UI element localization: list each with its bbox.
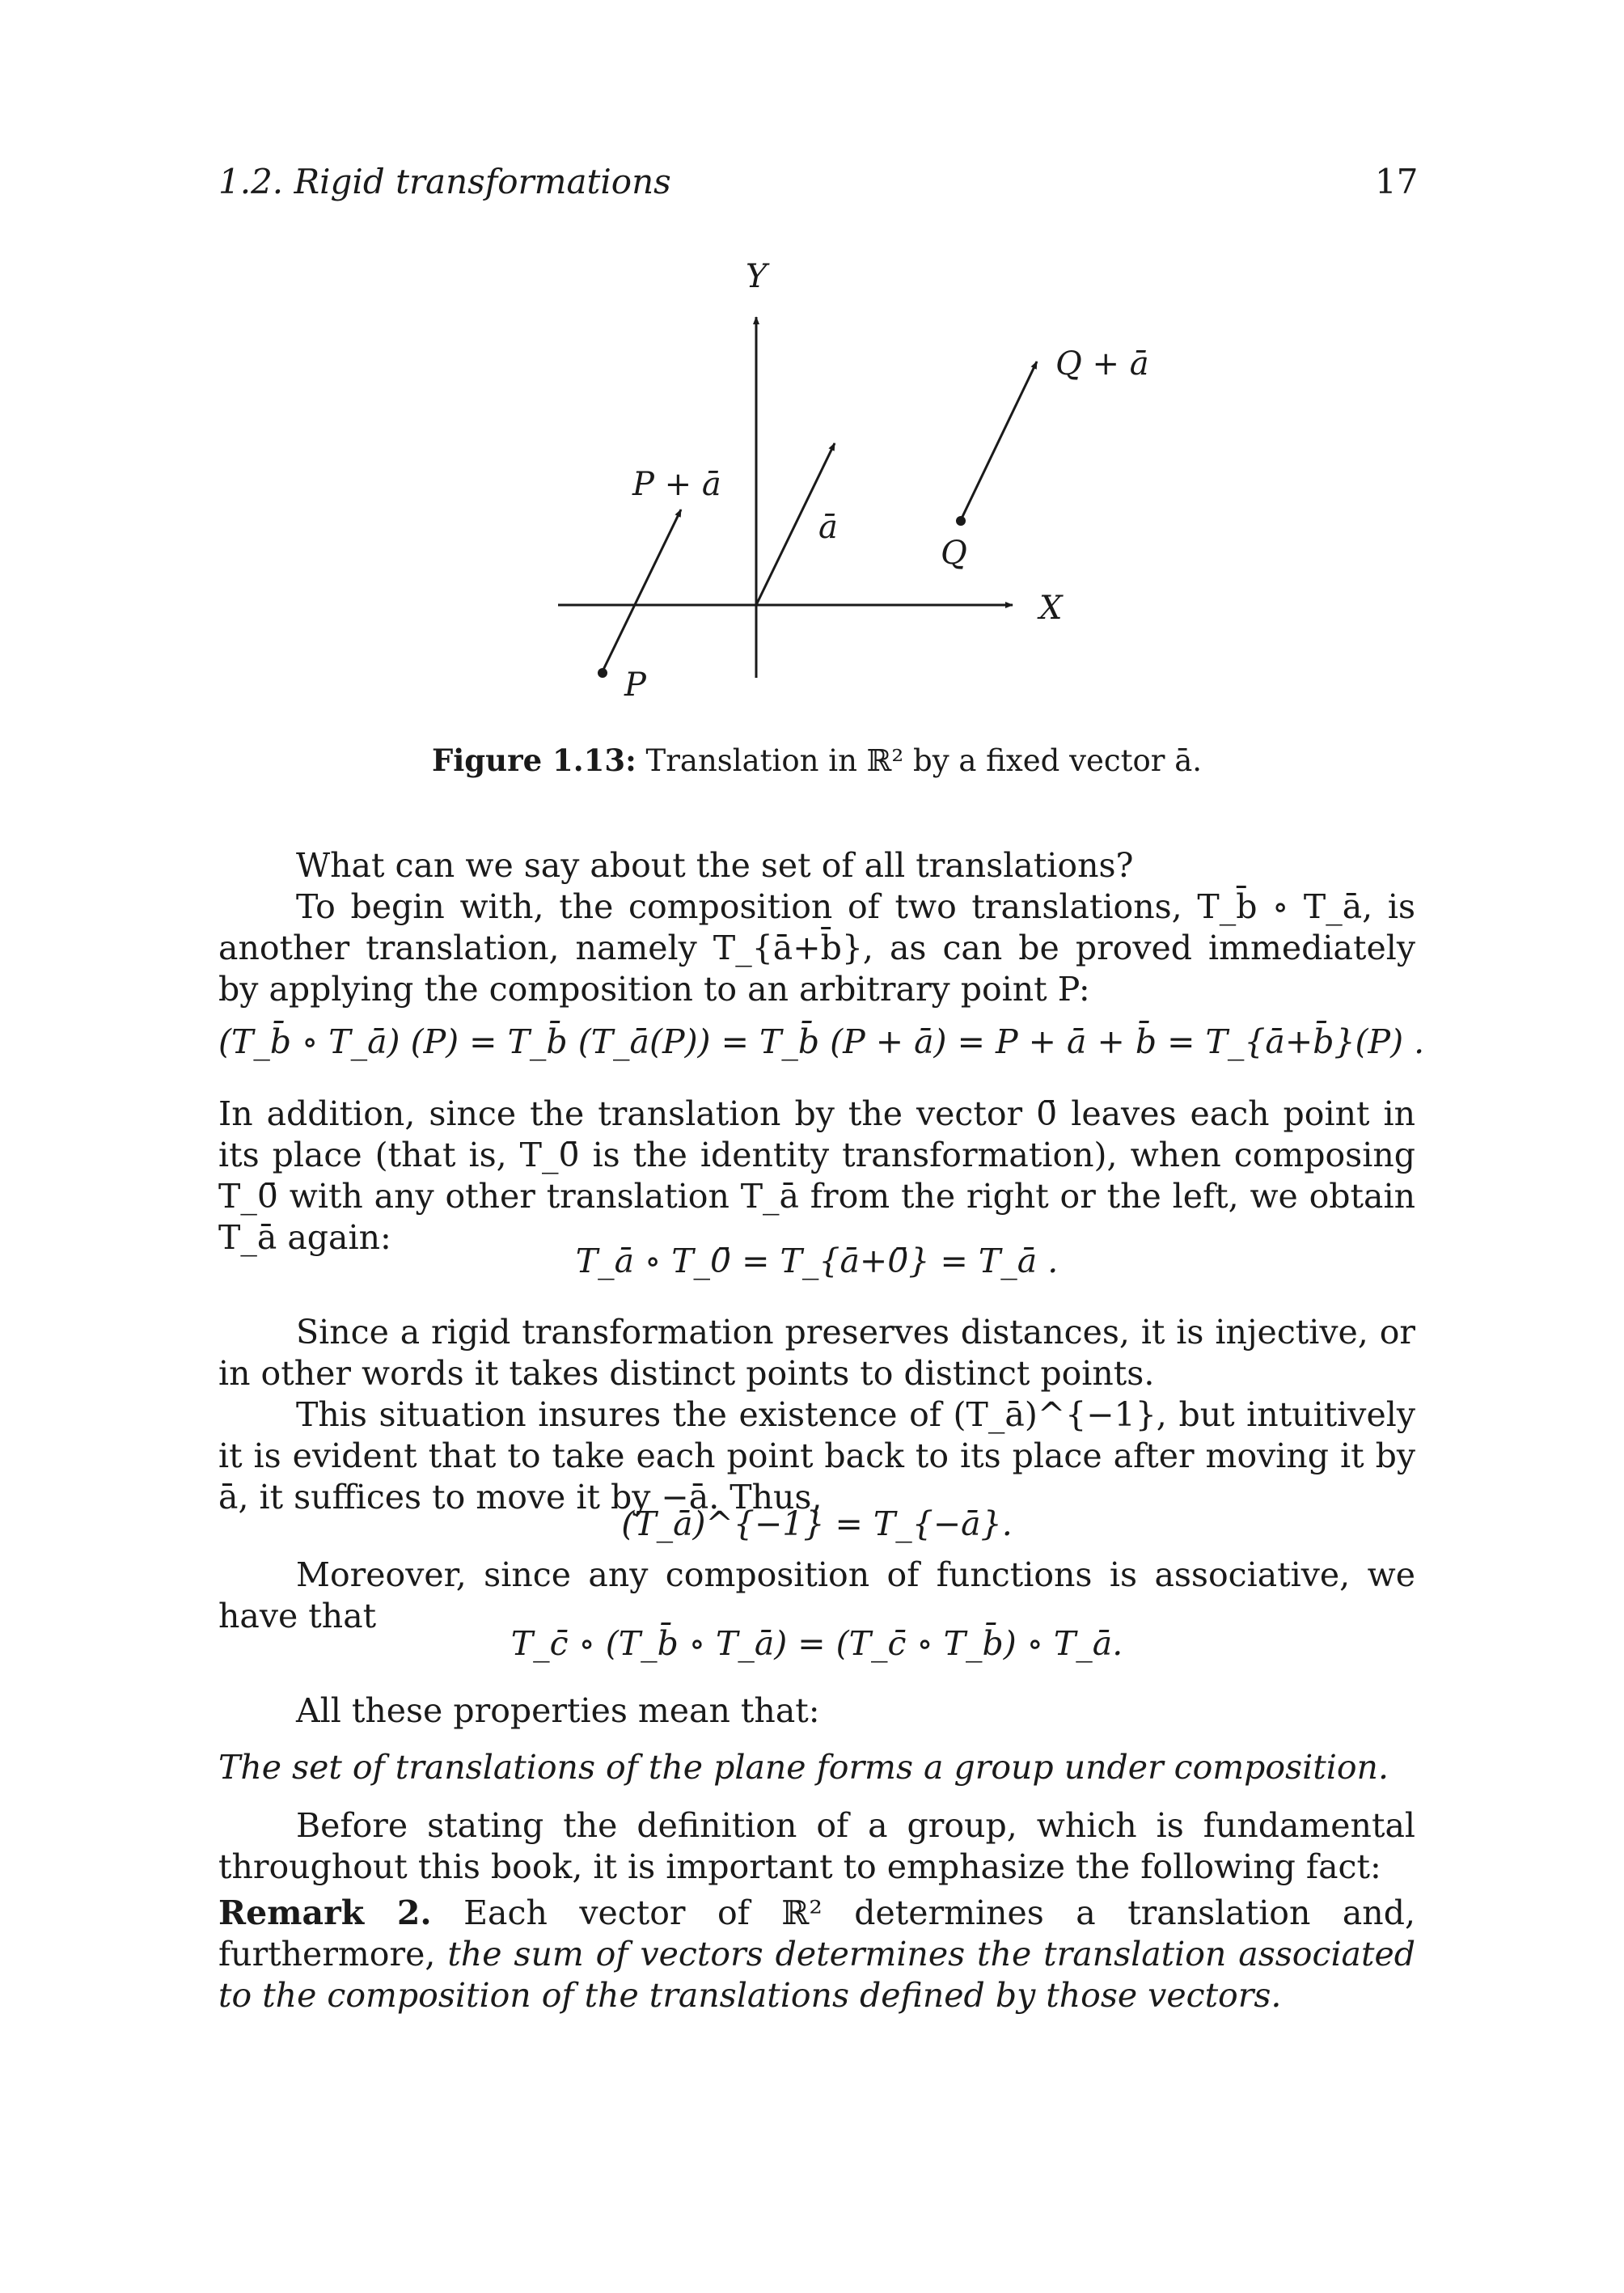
equation-1: (T_b̄ ∘ T_ā) (P) = T_b̄ (T_ā(P)) = T_b̄ (P + ā) = P + ā + b̄ = T_{ā+b̄}(P) . [218, 1022, 1425, 1061]
point-q-dot [956, 516, 966, 526]
page-number: 17 [1375, 162, 1419, 201]
vector-q-arrow [961, 362, 1037, 520]
y-axis-label: Y [746, 258, 768, 295]
paragraph-5: This situation insures the existence of (T_ā)^{−1}, but intuitively it is evident that to take each point back to its place after moving it by ā, it suffices to move it by −ā. Thus, [218, 1395, 1415, 1517]
running-title: 1.2. Rigid transformations [218, 162, 671, 201]
p-plus-a-label: P + ā [632, 466, 721, 503]
group-statement: The set of translations of the plane forms a group under composition. [218, 1748, 1389, 1787]
paragraph-6: Moreover, since any composition of functions is associative, we have that [218, 1555, 1415, 1635]
point-q-label: Q [941, 535, 967, 572]
paragraph-2: To begin with, the composition of two translations, T_b̄ ∘ T_ā, is another translation, namely T_{ā+b̄}, as can be proved immediately by applying the composition to an arbitrary point P: [218, 887, 1415, 1009]
paragraph-7: All these properties mean that: [296, 1691, 820, 1730]
vector-p-arrow [603, 510, 681, 671]
paragraph-4: Since a rigid transformation preserves distances, it is injective, or in other words it takes distinct points to distinct points. [218, 1313, 1415, 1393]
remark-italic: the sum of vectors determines the translation associated to the composition of the translations defined by those vectors. [218, 1935, 1415, 2015]
equation-3: (T_ā)^{−1} = T_{−ā}. [621, 1504, 1013, 1543]
remark-text: Each vector of ℝ² determines a translation and, furthermore, [218, 1893, 1415, 1974]
equation-2: T_ā ∘ T_0̄ = T_{ā+0̄} = T_ā . [575, 1242, 1059, 1280]
equation-4: T_c̄ ∘ (T_b̄ ∘ T_ā) = (T_c̄ ∘ T_b̄) ∘ T_ā. [510, 1624, 1123, 1663]
figure-caption [218, 742, 1415, 778]
caption-label: Figure 1.13: [431, 742, 636, 778]
paragraph-1: What can we say about the set of all translations? [296, 846, 1134, 885]
x-axis-label: X [1039, 590, 1063, 627]
remark-label: Remark 2. [218, 1893, 432, 1932]
remark-2 [218, 1893, 1415, 2016]
paragraph-3: In addition, since the translation by the vector 0̄ leaves each point in its place (that is, T_0̄ is the identity transformation), when composing T_0̄ with any other translation T_ā from the right or the left, we obtain T_ā again: [218, 1094, 1415, 1257]
point-p-label: P [624, 666, 646, 704]
figure-translation-diagram [0, 0, 1624, 728]
caption-text: Translation in ℝ² by a fixed vector ā. [645, 743, 1203, 778]
point-p-dot [598, 668, 607, 678]
q-plus-a-label: Q + ā [1055, 345, 1149, 383]
vector-a-label: ā [818, 509, 838, 546]
paragraph-8: Before stating the definition of a group, which is fundamental throughout this book, it is important to emphasize the following fact: [218, 1806, 1415, 1886]
